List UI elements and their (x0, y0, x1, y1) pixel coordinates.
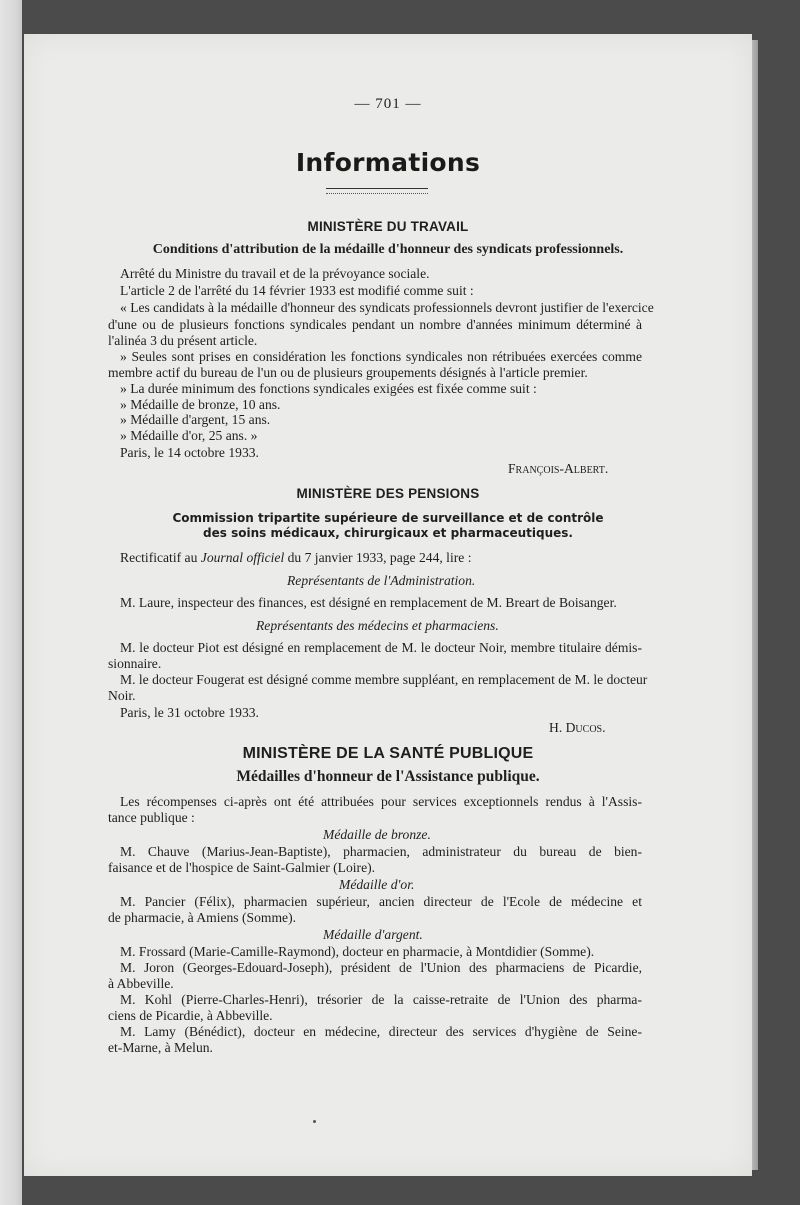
sante-or-line: M. Pancier (Félix), pharmacien supérieur, ancien directeur de l'Ecole de médecine et (120, 894, 642, 909)
sante-subheading: Médailles d'honneur de l'Assistance publique. (236, 768, 540, 785)
title-underline (326, 188, 428, 194)
travail-signature: François-Albert. (508, 461, 609, 476)
paper-speck (313, 1120, 316, 1123)
sante-argent-line: à Abbeville. (108, 976, 174, 991)
sante-sub-bronze: Médaille de bronze. (323, 827, 431, 842)
pensions-laure: M. Laure, inspecteur des finances, est désigné en remplacement de M. Breart de Boisanger. (120, 595, 617, 610)
sante-intro: tance publique : (108, 810, 195, 825)
travail-line: « Les candidats à la médaille d'honneur des syndicats professionnels devront justifier de l'exercice (120, 300, 654, 315)
facing-page-edge (0, 0, 22, 1205)
travail-line: » La durée minimum des fonctions syndicales exigées est fixée comme suit : (120, 381, 537, 396)
travail-subheading: Conditions d'attribution de la médaille d'honneur des syndicats professionnels. (152, 242, 624, 257)
sante-bronze-line: faisance et de l'hospice de Saint-Galmier (Loire). (108, 860, 376, 875)
pensions-line: M. le docteur Fougerat est désigné comme membre suppléant, en remplacement de M. le docteur (120, 672, 648, 687)
sante-argent-line: M. Kohl (Pierre-Charles-Henri), trésorier de la caisse-retraite de l'Union des pharma- (120, 992, 642, 1007)
ministry-travail-heading: MINISTÈRE DU TRAVAIL (307, 219, 469, 234)
pensions-signature: H. Ducos. (549, 720, 606, 735)
travail-date: Paris, le 14 octobre 1933. (120, 445, 259, 460)
travail-line: membre actif du bureau de l'un ou de plusieurs groupements désignés à l'article premier. (108, 365, 588, 380)
pensions-line: M. le docteur Piot est désigné en remplacement de M. le docteur Noir, membre titulaire démis- (120, 640, 642, 655)
document-page (24, 34, 752, 1176)
travail-line: l'alinéa 3 du présent article. (108, 333, 258, 348)
travail-line: d'une ou de plusieurs fonctions syndicales pendant un nombre d'années minimum déterminé à (108, 317, 642, 332)
pensions-sub-medecins: Représentants des médecins et pharmaciens. (256, 618, 499, 633)
sante-argent-line: ciens de Picardie, à Abbeville. (108, 1008, 273, 1023)
travail-line: » Médaille d'or, 25 ans. » (120, 428, 258, 443)
sante-argent-line: M. Lamy (Bénédict), docteur en médecine, directeur des services d'hygiène de Seine- (120, 1024, 642, 1039)
sante-bronze-line: M. Chauve (Marius-Jean-Baptiste), pharmacien, administrateur du bureau de bien- (120, 844, 642, 859)
sante-argent-line: M. Frossard (Marie-Camille-Raymond), docteur en pharmacie, à Montdidier (Somme). (120, 944, 595, 959)
pensions-subheading-line2: des soins médicaux, chirurgicaux et pharmaceutiques. (203, 526, 573, 540)
sante-sub-or: Médaille d'or. (339, 877, 415, 892)
pensions-date: Paris, le 31 octobre 1933. (120, 705, 259, 720)
sante-argent-line: M. Joron (Georges-Edouard-Joseph), président de l'Union des pharmaciens de Picardie, (120, 960, 642, 975)
page-title: Informations (295, 148, 481, 177)
ministry-sante-heading: MINISTÈRE DE LA SANTÉ PUBLIQUE (242, 745, 534, 762)
page-number: — 701 — (354, 96, 422, 112)
pensions-line: sionnaire. (108, 656, 162, 671)
pensions-sub-administration: Représentants de l'Administration. (287, 573, 476, 588)
travail-line: » Médaille d'argent, 15 ans. (120, 412, 271, 427)
pensions-rectificatif: Rectificatif au Journal officiel du 7 janvier 1933, page 244, lire : (120, 550, 472, 565)
sante-or-line: de pharmacie, à Amiens (Somme). (108, 910, 296, 925)
travail-line: Arrêté du Ministre du travail et de la prévoyance sociale. (120, 266, 430, 281)
travail-line: » Seules sont prises en considération les fonctions syndicales non rétribuées exercées comme (120, 349, 642, 364)
sante-argent-line: et-Marne, à Melun. (108, 1040, 213, 1055)
sante-sub-argent: Médaille d'argent. (323, 927, 423, 942)
pensions-line: Noir. (108, 688, 136, 703)
pensions-subheading-line1: Commission tripartite supérieure de surveillance et de contrôle (172, 511, 604, 525)
travail-line: L'article 2 de l'arrêté du 14 février 1933 est modifié comme suit : (120, 283, 474, 298)
ministry-pensions-heading: MINISTÈRE DES PENSIONS (296, 486, 480, 501)
travail-line: » Médaille de bronze, 10 ans. (120, 397, 281, 412)
sante-intro: Les récompenses ci-après ont été attribuées pour services exceptionnels rendus à l'Assis- (120, 794, 642, 809)
